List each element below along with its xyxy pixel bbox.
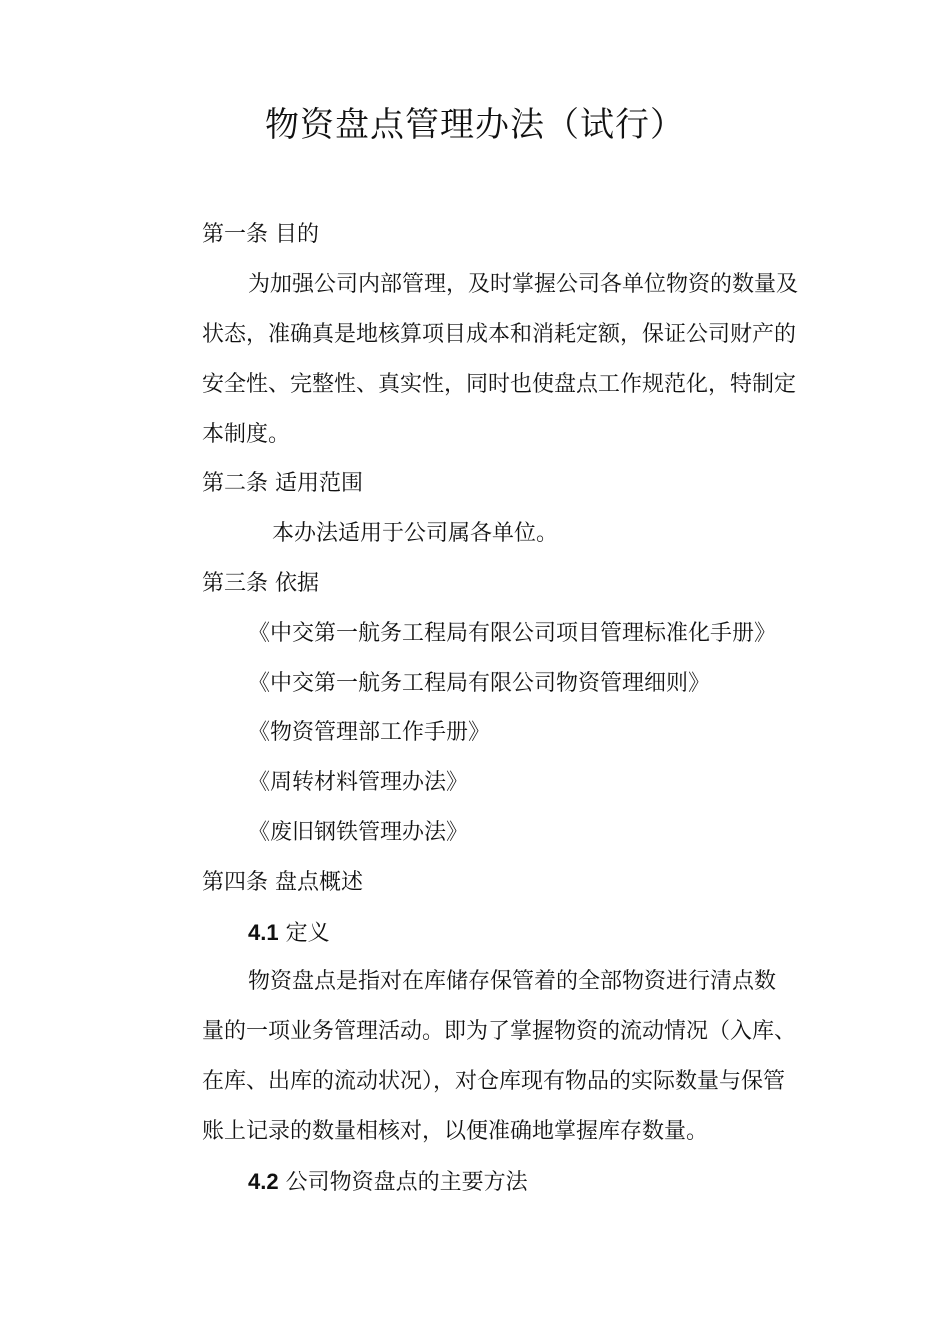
reference-item: 《物资管理部工作手册》 (248, 720, 491, 745)
article2-text: 本办法适用于公司属各单位。 (272, 521, 559, 546)
section-4-1-line-3: 在库、出库的流动状况），对仓库现有物品的实际数量与保管 (202, 1069, 786, 1094)
article1-line-3: 安全性、完整性、真实性，同时也使盘点工作规范化，特制定 (202, 372, 797, 397)
section-4-1-line-2: 量的一项业务管理活动。即为了掌握物资的流动情况（入库、 (202, 1019, 797, 1044)
section-4-1-line-1: 物资盘点是指对在库储存保管着的全部物资进行清点数 (248, 969, 777, 994)
article4-heading: 第四条 盘点概述 (202, 870, 363, 895)
document-title: 物资盘点管理办法（试行） (265, 105, 685, 145)
reference-item: 《中交第一航务工程局有限公司物资管理细则》 (248, 671, 711, 696)
reference-item: 《周转材料管理办法》 (248, 770, 469, 795)
section-4-1-line-4: 账上记录的数量相核对，以便准确地掌握库存数量。 (202, 1119, 709, 1144)
section-label: 公司物资盘点的主要方法 (285, 1170, 528, 1195)
article1-line-2: 状态，准确真是地核算项目成本和消耗定额，保证公司财产的 (202, 322, 797, 347)
article2-heading: 第二条 适用范围 (202, 471, 363, 496)
section-4-2-heading (248, 1167, 528, 1197)
section-4-1-heading (248, 918, 330, 948)
article1-line-1: 为加强公司内部管理，及时掌握公司各单位物资的数量及 (248, 272, 799, 297)
article1-heading: 第一条 目的 (202, 222, 319, 247)
article1-line-4: 本制度。 (202, 422, 291, 447)
reference-item: 《废旧钢铁管理办法》 (248, 820, 469, 845)
section-label: 定义 (285, 921, 330, 946)
reference-item: 《中交第一航务工程局有限公司项目管理标准化手册》 (248, 621, 777, 646)
section-number: 4.1 (248, 920, 279, 945)
article3-heading: 第三条 依据 (202, 571, 319, 596)
section-number: 4.2 (248, 1169, 279, 1194)
